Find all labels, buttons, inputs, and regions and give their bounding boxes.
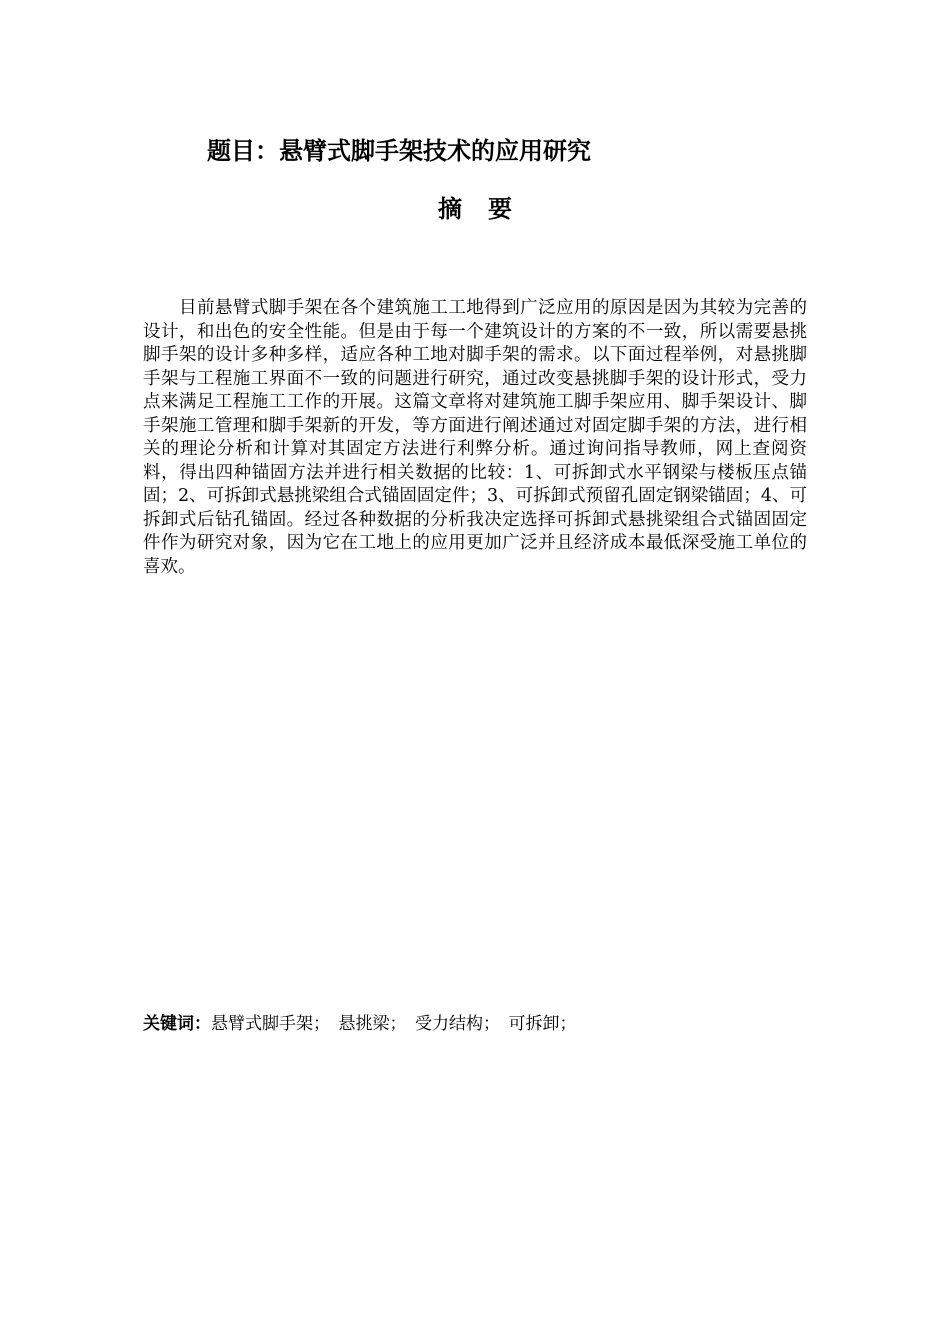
keywords-label: 关键词： — [143, 1014, 211, 1034]
abstract-body: 目前悬臂式脚手架在各个建筑施工工地得到广泛应用的原因是因为其较为完善的设计，和出色的安全性能。但是由于每一个建筑设计的方案的不一致，所以需要悬挑脚手架的设计多种多样，适应各种工地对脚手架的需求。以下面过程举例，对悬挑脚手架与工程施工界面不一致的问题进行研究，通过改变悬挑脚手架的设计形式，受力点来满足工程施工工作的开展。这篇文章将对建筑施工脚手架应用、脚手架设计、脚手架施工管理和脚手架新的开发，等方面进行阐述通过对固定脚手架的方法，进行相关的理论分析和计算对其固定方法进行利弊分析。通过询问指导教师，网上查阅资料，得出四种锚固方法并进行相关数据的比较：1、可拆卸式水平钢梁与楼板压点锚固；2、可拆卸式悬挑梁组合式锚固固定件；3、可拆卸式预留孔固定钢梁锚固；4、可拆卸式后钻孔锚固。经过各种数据的分析我决定选择可拆卸式悬挑梁组合式锚固固定件作为研究对象，因为它在工地上的应用更加广泛并且经济成本最低深受施工单位的喜欢。 — [143, 298, 807, 577]
keywords-list: 悬臂式脚手架； 悬挑梁； 受力结构； 可拆卸； — [211, 1014, 577, 1034]
paper-title: 题目：悬臂式脚手架技术的应用研究 — [207, 137, 591, 165]
abstract-heading: 摘要 — [438, 195, 538, 223]
keywords-line — [143, 1012, 823, 1036]
